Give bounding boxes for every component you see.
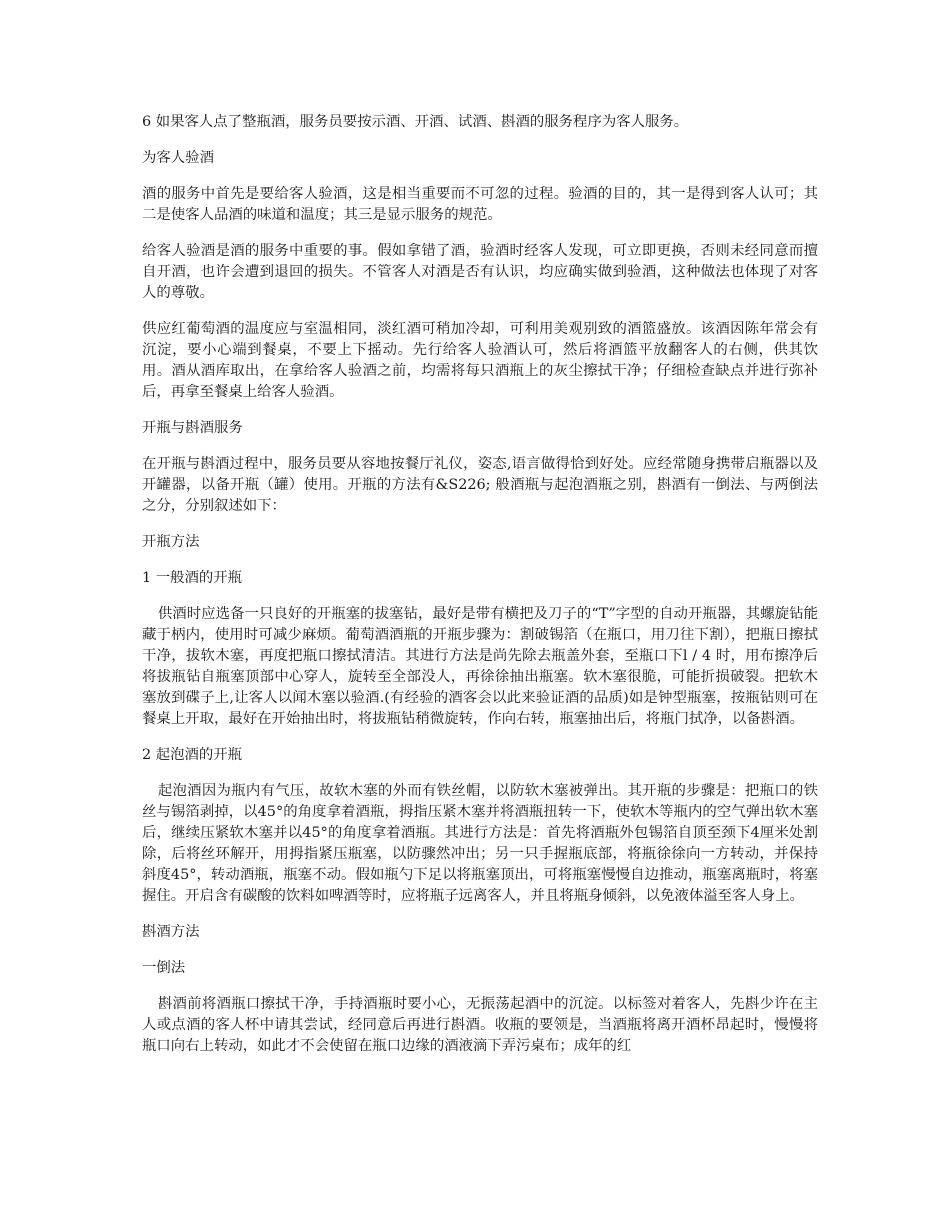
section-heading-pouring-methods: 斟酒方法 (142, 924, 200, 940)
section-heading-open-pour: 开瓶与斟酒服务 (142, 420, 243, 436)
section-heading-opening-methods: 开瓶方法 (142, 534, 200, 550)
paragraph-general-wine-opening: 供酒时应选备一只良好的开瓶塞的拔塞钻，最好是带有横把及刀子的“T”字型的自动开瓶器，其螺旋钻能藏于柄内，使用时可减少麻烦。葡萄酒酒瓶的开瓶步骤为：割破锡箔（在瓶口，用刀往下割），把瓶日擦拭干净，拔软木塞，再度把瓶口擦拭清洁。其进行方法是尚先除去瓶盖外套，至瓶口下l / 4 时，用布擦净后将拔瓶钻自瓶塞顶部中心穿人，旋转至全部没人，再徐徐抽出瓶塞。软木塞很脆，可能折损破裂。把软木塞放到碟子上,让客人以闻木塞以验酒.(有经验的酒客会以此来验证酒的品质)如是钟型瓶塞，按瓶钻则可在餐桌上开取，最好在开始抽出时，将拔瓶钻稍微旋转，作向右转，瓶塞抽出后，将瓶门拭净，以备斟酒。 (142, 606, 818, 727)
subheading-one-pour: 一倒法 (142, 960, 186, 976)
section-heading-inspect-wine: 为客人验酒 (142, 150, 214, 166)
subheading-sparkling-wine: 2 起泡酒的开瓶 (142, 747, 243, 763)
intro-paragraph: 6 如果客人点了整瓶酒，服务员要按示酒、开酒、试酒、斟酒的服务程序为客人服务。 (142, 114, 689, 130)
paragraph-red-wine-temperature: 供应红葡萄酒的温度应与室温相同，淡红酒可稍加冷却，可利用美观别致的酒篮盛放。该酒因陈年常会有沉淀，要小心端到餐桌，不要上下摇动。先行给客人验酒认可，然后将酒篮平放翻客人的右侧，供其饮用。酒从酒库取出，在拿给客人验酒之前，均需将每只酒瓶上的灰尘擦拭干净；仔细检查缺点并进行弥补后，再拿至餐桌上给客人验酒。 (142, 321, 818, 400)
paragraph-inspect-purpose: 酒的服务中首先是要给客人验酒，这是相当重要而不可忽的过程。验酒的目的，其一是得到客人认可；其二是使客人品酒的味道和温度；其三是显示服务的规范。 (142, 186, 818, 223)
paragraph-open-pour-intro: 在开瓶与斟酒过程中，服务员要从容地按餐厅礼仪，姿态,语言做得恰到好处。应经常随身携带启瓶器以及开罐器，以备开瓶（罐）使用。开瓶的方法有&S226; 般酒瓶与起泡酒瓶之别，斟酒有一倒法、与两倒法之分，分别叙述如下： (142, 456, 818, 514)
paragraph-one-pour: 斟酒前将酒瓶口擦拭干净，手持酒瓶时要小心，无振荡起酒中的沉淀。以标签对着客人，先斟少许在主人或点酒的客人杯中请其尝试，经同意后再进行斟酒。收瓶的要领是，当酒瓶将离开酒杯昂起时，慢慢将瓶口向右上转动，如此才不会使留在瓶口边缘的酒液滴下弄污桌布；成年的红 (142, 996, 818, 1054)
paragraph-inspect-importance: 给客人验酒是酒的服务中重要的事。假如拿错了酒，验酒时经客人发现，可立即更换，否则未经同意而擅自开酒，也许会遭到退回的损失。不管客人对酒是否有认识，均应确实做到验酒，这种做法也体现了对客人的尊敬。 (142, 243, 818, 301)
paragraph-sparkling-wine-opening: 起泡酒因为瓶内有气压，故软木塞的外而有铁丝帽，以防软木塞被弹出。其开瓶的步骤是：把瓶口的铁丝与锡箔剥掉，以45°的角度拿着酒瓶，拇指压紧木塞并将酒瓶扭转一下，使软木等瓶内的空气弹出软木塞后，继续压紧软木塞并以45°的角度拿着酒瓶。其进行方法是：首先将酒瓶外包锡箔自顶至颈下4厘米处割除，后将丝环解开，用拇指紧压瓶塞，以防骤然冲出；另一只手握瓶底部，将瓶徐徐向一方转动，并保持斜度45°，转动酒瓶，瓶塞不动。假如瓶勺下足以将瓶塞顶出，可将瓶塞慢慢自边推动，瓶塞离瓶时，将塞握住。开启含有碳酸的饮料如啤酒等时，应将瓶子远离客人，并且将瓶身倾斜，以免液体溢至客人身上。 (142, 783, 818, 904)
subheading-general-wine: 1 一般酒的开瓶 (142, 570, 243, 586)
